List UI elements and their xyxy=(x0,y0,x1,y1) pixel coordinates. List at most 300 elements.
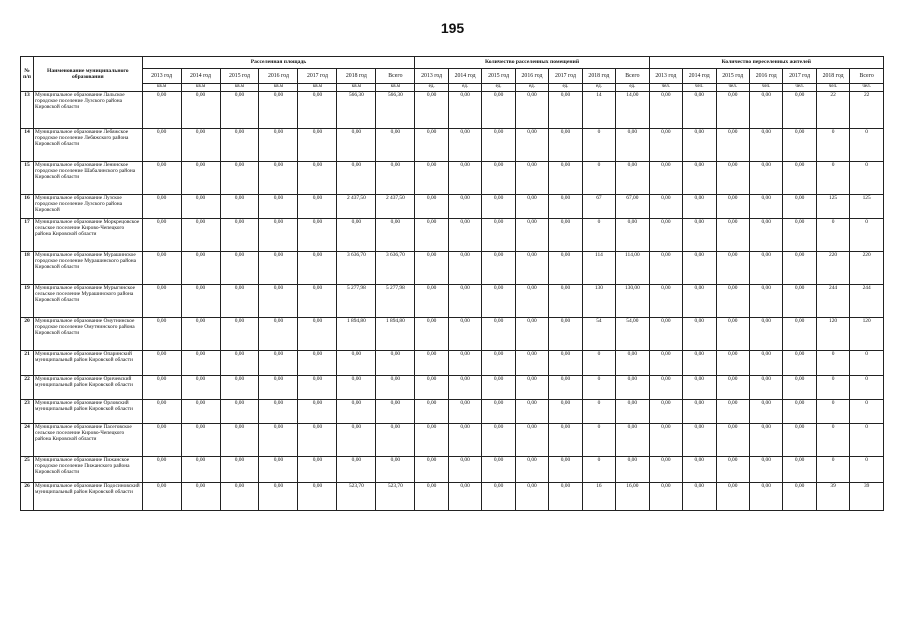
rooms-cell: 0,00 xyxy=(448,457,481,483)
people-total-cell: 125 xyxy=(850,195,884,219)
header-unit-people: чел. xyxy=(683,84,716,92)
table-row xyxy=(21,219,884,252)
rooms-cell: 0,00 xyxy=(549,219,582,252)
rooms-cell: 0,00 xyxy=(482,424,515,457)
people-cell: 0,00 xyxy=(683,376,716,400)
people-cell: 0 xyxy=(816,162,849,195)
rooms-cell: 0,00 xyxy=(549,351,582,376)
area-total-cell: 0,00 xyxy=(376,400,415,424)
municipality-name: Муниципальное образование Опаринский муниципальный район Кировской области xyxy=(34,351,143,376)
people-cell: 0,00 xyxy=(749,219,782,252)
area-cell: 5 277,98 xyxy=(337,285,376,318)
area-cell: 0,00 xyxy=(220,457,259,483)
header-total-area: Всего xyxy=(376,69,415,84)
area-cell: 0,00 xyxy=(181,129,220,162)
rooms-cell: 0,00 xyxy=(515,219,548,252)
header-year-rooms: 2015 год xyxy=(482,69,515,84)
people-cell: 0,00 xyxy=(749,162,782,195)
area-cell: 0,00 xyxy=(181,285,220,318)
area-cell: 0,00 xyxy=(220,285,259,318)
people-total-cell: 0 xyxy=(850,424,884,457)
people-cell: 0,00 xyxy=(716,129,749,162)
area-cell: 0,00 xyxy=(220,219,259,252)
area-cell: 0,00 xyxy=(259,351,298,376)
area-total-cell: 5 277,98 xyxy=(376,285,415,318)
header-unit-people: чел. xyxy=(850,84,884,92)
rooms-cell: 0,00 xyxy=(549,285,582,318)
municipality-name: Муниципальное образование Мурашинское городское поселение Мурашинского района Кировской области xyxy=(34,252,143,285)
rooms-total-cell: 0,00 xyxy=(616,129,649,162)
header-number-sub: п/п xyxy=(23,74,32,80)
rooms-cell: 0,00 xyxy=(482,318,515,351)
rooms-cell: 0,00 xyxy=(549,252,582,285)
row-number: 23 xyxy=(21,400,34,424)
row-number: 14 xyxy=(21,129,34,162)
area-cell: 566,30 xyxy=(337,92,376,129)
area-cell: 0,00 xyxy=(298,129,337,162)
header-unit-rooms: ед. xyxy=(616,84,649,92)
people-cell: 0,00 xyxy=(749,376,782,400)
area-cell: 0,00 xyxy=(298,376,337,400)
area-cell: 0,00 xyxy=(259,129,298,162)
area-total-cell: 566,30 xyxy=(376,92,415,129)
people-total-cell: 220 xyxy=(850,252,884,285)
area-cell: 0,00 xyxy=(181,252,220,285)
header-total-people: Всего xyxy=(850,69,884,84)
area-cell: 0,00 xyxy=(181,162,220,195)
rooms-total-cell: 0,00 xyxy=(616,457,649,483)
area-cell: 0,00 xyxy=(259,318,298,351)
people-total-cell: 120 xyxy=(850,318,884,351)
municipality-name: Муниципальное образование Пижанское городское поселение Пижанского района Кировской области xyxy=(34,457,143,483)
people-cell: 125 xyxy=(816,195,849,219)
header-year-area: 2015 год xyxy=(220,69,259,84)
area-cell: 3 636,70 xyxy=(337,252,376,285)
people-cell: 0,00 xyxy=(649,400,682,424)
area-cell: 0,00 xyxy=(181,219,220,252)
table-row xyxy=(21,252,884,285)
people-total-cell: 39 xyxy=(850,483,884,511)
rooms-cell: 0,00 xyxy=(482,376,515,400)
people-cell: 0,00 xyxy=(683,351,716,376)
people-cell: 0,00 xyxy=(716,219,749,252)
header-unit-area: кв.м xyxy=(220,84,259,92)
people-total-cell: 0 xyxy=(850,351,884,376)
page-number: 195 xyxy=(440,20,465,36)
people-cell: 0,00 xyxy=(683,162,716,195)
rooms-cell: 0,00 xyxy=(415,195,448,219)
people-total-cell: 22 xyxy=(850,92,884,129)
header-year-area: 2016 год xyxy=(259,69,298,84)
header-unit-area: кв.м xyxy=(259,84,298,92)
area-cell: 0,00 xyxy=(259,219,298,252)
rooms-cell: 0,00 xyxy=(448,351,481,376)
rooms-cell: 0,00 xyxy=(482,285,515,318)
rooms-cell: 0 xyxy=(582,351,615,376)
area-cell: 0,00 xyxy=(181,195,220,219)
people-cell: 0,00 xyxy=(716,252,749,285)
people-cell: 0,00 xyxy=(716,457,749,483)
people-cell: 0,00 xyxy=(783,92,816,129)
people-cell: 0,00 xyxy=(783,400,816,424)
rooms-cell: 0,00 xyxy=(549,92,582,129)
header-year-rooms: 2018 год xyxy=(582,69,615,84)
row-number: 26 xyxy=(21,483,34,511)
area-cell: 0,00 xyxy=(337,129,376,162)
rooms-cell: 0,00 xyxy=(448,424,481,457)
table-row xyxy=(21,376,884,400)
people-cell: 0,00 xyxy=(649,483,682,511)
people-cell: 0,00 xyxy=(683,219,716,252)
header-unit-rooms: ед. xyxy=(482,84,515,92)
rooms-cell: 0 xyxy=(582,376,615,400)
header-name: Наименование муниципального образования xyxy=(34,57,143,92)
area-cell: 0,00 xyxy=(220,400,259,424)
rooms-cell: 0,00 xyxy=(415,219,448,252)
area-cell: 0,00 xyxy=(220,424,259,457)
area-cell: 0,00 xyxy=(220,318,259,351)
people-cell: 0,00 xyxy=(649,376,682,400)
rooms-cell: 0,00 xyxy=(415,318,448,351)
people-cell: 0,00 xyxy=(783,376,816,400)
header-year-rooms: 2014 год xyxy=(448,69,481,84)
people-cell: 0,00 xyxy=(649,285,682,318)
rooms-cell: 0,00 xyxy=(415,483,448,511)
area-total-cell: 0,00 xyxy=(376,424,415,457)
people-cell: 0 xyxy=(816,424,849,457)
header-unit-people: чел. xyxy=(749,84,782,92)
people-cell: 0,00 xyxy=(783,285,816,318)
area-cell: 0,00 xyxy=(298,285,337,318)
header-year-people: 2015 год xyxy=(716,69,749,84)
header-year-people: 2013 год xyxy=(649,69,682,84)
area-cell: 0,00 xyxy=(220,129,259,162)
header-total-rooms: Всего xyxy=(616,69,649,84)
rooms-cell: 0,00 xyxy=(482,219,515,252)
rooms-cell: 0,00 xyxy=(415,162,448,195)
rooms-cell: 0,00 xyxy=(515,285,548,318)
municipality-name: Муниципальное образование Лебяжское городское поселение Лебяжского района Кировской области xyxy=(34,129,143,162)
rooms-cell: 0,00 xyxy=(482,483,515,511)
area-cell: 0,00 xyxy=(142,92,181,129)
row-number: 13 xyxy=(21,92,34,129)
people-cell: 0,00 xyxy=(783,457,816,483)
table-row xyxy=(21,318,884,351)
rooms-cell: 0,00 xyxy=(515,483,548,511)
table-row xyxy=(21,285,884,318)
area-cell: 0,00 xyxy=(298,351,337,376)
people-cell: 0 xyxy=(816,219,849,252)
header-year-rooms: 2017 год xyxy=(549,69,582,84)
people-cell: 0,00 xyxy=(716,92,749,129)
rooms-cell: 16 xyxy=(582,483,615,511)
header-unit-people: чел. xyxy=(716,84,749,92)
header-unit-row xyxy=(21,84,884,92)
rooms-cell: 0,00 xyxy=(448,129,481,162)
municipality-name: Муниципальное образование Лальское городское поселение Лузского района Кировской области xyxy=(34,92,143,129)
people-cell: 0,00 xyxy=(783,318,816,351)
area-cell: 0,00 xyxy=(298,318,337,351)
people-cell: 0,00 xyxy=(683,92,716,129)
people-cell: 0,00 xyxy=(683,457,716,483)
rooms-cell: 0,00 xyxy=(415,351,448,376)
rooms-total-cell: 0,00 xyxy=(616,376,649,400)
header-number xyxy=(21,57,34,92)
area-cell: 0,00 xyxy=(337,424,376,457)
people-cell: 0,00 xyxy=(716,376,749,400)
people-cell: 0,00 xyxy=(749,285,782,318)
people-cell: 0,00 xyxy=(716,195,749,219)
rooms-total-cell: 16,00 xyxy=(616,483,649,511)
row-number: 18 xyxy=(21,252,34,285)
people-cell: 22 xyxy=(816,92,849,129)
table-row xyxy=(21,129,884,162)
area-cell: 0,00 xyxy=(337,457,376,483)
rooms-total-cell: 0,00 xyxy=(616,424,649,457)
table-row xyxy=(21,400,884,424)
row-number: 25 xyxy=(21,457,34,483)
people-total-cell: 0 xyxy=(850,457,884,483)
rooms-cell: 0,00 xyxy=(515,457,548,483)
people-cell: 120 xyxy=(816,318,849,351)
people-cell: 0,00 xyxy=(649,219,682,252)
rooms-cell: 0,00 xyxy=(415,424,448,457)
area-total-cell: 0,00 xyxy=(376,457,415,483)
area-cell: 0,00 xyxy=(220,195,259,219)
header-year-area: 2018 год xyxy=(337,69,376,84)
rooms-total-cell: 114,00 xyxy=(616,252,649,285)
people-cell: 0,00 xyxy=(749,351,782,376)
people-cell: 0,00 xyxy=(749,92,782,129)
rooms-cell: 130 xyxy=(582,285,615,318)
header-year-area: 2014 год xyxy=(181,69,220,84)
people-cell: 0,00 xyxy=(783,424,816,457)
table-row xyxy=(21,483,884,511)
people-cell: 0,00 xyxy=(783,129,816,162)
rooms-cell: 0 xyxy=(582,424,615,457)
people-cell: 0,00 xyxy=(749,318,782,351)
area-cell: 0,00 xyxy=(181,457,220,483)
rooms-cell: 0,00 xyxy=(515,92,548,129)
rooms-cell: 0,00 xyxy=(448,483,481,511)
rooms-cell: 0,00 xyxy=(415,129,448,162)
people-cell: 0,00 xyxy=(749,252,782,285)
municipality-name: Муниципальное образование Лузское городское поселение Лузского района Кировской xyxy=(34,195,143,219)
rooms-cell: 0,00 xyxy=(482,400,515,424)
area-cell: 0,00 xyxy=(298,400,337,424)
rooms-cell: 0,00 xyxy=(482,457,515,483)
rooms-cell: 0,00 xyxy=(482,351,515,376)
rooms-cell: 114 xyxy=(582,252,615,285)
table-header xyxy=(21,57,884,92)
area-cell: 0,00 xyxy=(298,195,337,219)
header-unit-rooms: ед. xyxy=(415,84,448,92)
area-cell: 0,00 xyxy=(142,457,181,483)
area-cell: 0,00 xyxy=(181,483,220,511)
table-row xyxy=(21,351,884,376)
rooms-cell: 0,00 xyxy=(515,162,548,195)
people-cell: 0,00 xyxy=(649,318,682,351)
rooms-cell: 67 xyxy=(582,195,615,219)
header-unit-people: чел. xyxy=(783,84,816,92)
people-cell: 39 xyxy=(816,483,849,511)
header-year-area: 2013 год xyxy=(142,69,181,84)
header-rooms-group: Количество расселенных помещений xyxy=(415,57,649,69)
people-cell: 0,00 xyxy=(749,424,782,457)
rooms-total-cell: 0,00 xyxy=(616,351,649,376)
area-cell: 0,00 xyxy=(259,424,298,457)
header-people-group: Количество переселенных жителей xyxy=(649,57,883,69)
people-cell: 0 xyxy=(816,400,849,424)
area-cell: 0,00 xyxy=(142,400,181,424)
table-row xyxy=(21,195,884,219)
rooms-cell: 0,00 xyxy=(515,351,548,376)
area-cell: 0,00 xyxy=(259,285,298,318)
area-total-cell: 2 437,50 xyxy=(376,195,415,219)
area-cell: 0,00 xyxy=(298,92,337,129)
municipality-name: Муниципальное образование Мурыгинское сельское поселение Мурашинского района Кировской области xyxy=(34,285,143,318)
people-cell: 0 xyxy=(816,457,849,483)
rooms-cell: 0,00 xyxy=(549,129,582,162)
rooms-cell: 0,00 xyxy=(549,457,582,483)
rooms-cell: 0 xyxy=(582,219,615,252)
header-unit-people: чел. xyxy=(649,84,682,92)
header-unit-rooms: ед. xyxy=(549,84,582,92)
area-cell: 0,00 xyxy=(142,318,181,351)
people-total-cell: 0 xyxy=(850,129,884,162)
header-unit-area: кв.м xyxy=(298,84,337,92)
area-cell: 0,00 xyxy=(337,219,376,252)
header-unit-area: кв.м xyxy=(376,84,415,92)
area-cell: 2 437,50 xyxy=(337,195,376,219)
rooms-cell: 0,00 xyxy=(515,129,548,162)
area-cell: 0,00 xyxy=(220,252,259,285)
rooms-cell: 0 xyxy=(582,162,615,195)
municipality-name: Муниципальное образование Моркрецовское сельское поселение Кирово-Чепецкого района Кировской области xyxy=(34,219,143,252)
area-cell: 0,00 xyxy=(259,457,298,483)
municipality-name: Муниципальное образование Оричевский муниципальный район Кировской области xyxy=(34,376,143,400)
area-cell: 0,00 xyxy=(298,483,337,511)
rooms-cell: 0,00 xyxy=(549,400,582,424)
rooms-cell: 54 xyxy=(582,318,615,351)
row-number: 22 xyxy=(21,376,34,400)
people-total-cell: 0 xyxy=(850,219,884,252)
rooms-total-cell: 67,00 xyxy=(616,195,649,219)
people-cell: 0,00 xyxy=(783,351,816,376)
rooms-total-cell: 0,00 xyxy=(616,400,649,424)
rooms-cell: 0,00 xyxy=(448,400,481,424)
header-year-area: 2017 год xyxy=(298,69,337,84)
area-cell: 0,00 xyxy=(259,376,298,400)
header-unit-area: кв.м xyxy=(142,84,181,92)
people-cell: 0 xyxy=(816,376,849,400)
people-cell: 0,00 xyxy=(683,252,716,285)
area-total-cell: 0,00 xyxy=(376,129,415,162)
rooms-cell: 0,00 xyxy=(415,285,448,318)
area-total-cell: 3 636,70 xyxy=(376,252,415,285)
people-cell: 0 xyxy=(816,351,849,376)
rooms-cell: 0,00 xyxy=(549,195,582,219)
area-total-cell: 0,00 xyxy=(376,351,415,376)
area-cell: 0,00 xyxy=(181,424,220,457)
people-cell: 0,00 xyxy=(783,219,816,252)
header-area-group: Расселенная площадь xyxy=(142,57,415,69)
area-cell: 0,00 xyxy=(181,92,220,129)
people-cell: 0,00 xyxy=(749,457,782,483)
people-cell: 0,00 xyxy=(783,162,816,195)
rooms-cell: 0,00 xyxy=(549,318,582,351)
rooms-total-cell: 0,00 xyxy=(616,219,649,252)
rooms-cell: 0,00 xyxy=(515,252,548,285)
people-cell: 0,00 xyxy=(716,483,749,511)
rooms-cell: 0,00 xyxy=(549,162,582,195)
row-number: 16 xyxy=(21,195,34,219)
rooms-cell: 0,00 xyxy=(482,129,515,162)
area-cell: 0,00 xyxy=(142,162,181,195)
area-cell: 0,00 xyxy=(220,162,259,195)
people-cell: 0,00 xyxy=(683,424,716,457)
people-cell: 0,00 xyxy=(683,195,716,219)
people-cell: 0,00 xyxy=(649,252,682,285)
area-total-cell: 523,70 xyxy=(376,483,415,511)
header-year-people: 2017 год xyxy=(783,69,816,84)
rooms-cell: 0,00 xyxy=(482,252,515,285)
row-number: 17 xyxy=(21,219,34,252)
rooms-cell: 0,00 xyxy=(448,219,481,252)
rooms-total-cell: 130,00 xyxy=(616,285,649,318)
area-total-cell: 1 894,80 xyxy=(376,318,415,351)
municipality-name: Муниципальное образование Пасеговское сельское поселение Кирово-Чепецкого района Кировской области xyxy=(34,424,143,457)
rooms-cell: 0,00 xyxy=(549,424,582,457)
people-cell: 0,00 xyxy=(649,92,682,129)
people-cell: 220 xyxy=(816,252,849,285)
area-cell: 0,00 xyxy=(259,92,298,129)
area-cell: 0,00 xyxy=(298,252,337,285)
header-unit-rooms: ед. xyxy=(582,84,615,92)
area-total-cell: 0,00 xyxy=(376,219,415,252)
people-cell: 0,00 xyxy=(716,351,749,376)
area-cell: 0,00 xyxy=(298,424,337,457)
area-cell: 0,00 xyxy=(142,285,181,318)
people-cell: 0,00 xyxy=(749,483,782,511)
people-cell: 0,00 xyxy=(649,129,682,162)
rooms-cell: 0,00 xyxy=(515,400,548,424)
area-cell: 0,00 xyxy=(298,457,337,483)
area-cell: 0,00 xyxy=(142,195,181,219)
header-year-rooms: 2016 год xyxy=(515,69,548,84)
municipality-name: Муниципальное образование Орловский муниципальный район Кировской области xyxy=(34,400,143,424)
rooms-cell: 14 xyxy=(582,92,615,129)
rooms-cell: 0,00 xyxy=(549,376,582,400)
rooms-cell: 0,00 xyxy=(549,483,582,511)
municipality-name: Муниципальное образование Подосиновский муниципальный район Кировской области xyxy=(34,483,143,511)
row-number: 20 xyxy=(21,318,34,351)
table-row xyxy=(21,457,884,483)
area-cell: 0,00 xyxy=(337,162,376,195)
people-total-cell: 0 xyxy=(850,376,884,400)
people-cell: 0,00 xyxy=(649,424,682,457)
people-cell: 0,00 xyxy=(749,129,782,162)
area-cell: 0,00 xyxy=(337,376,376,400)
area-cell: 0,00 xyxy=(142,376,181,400)
area-cell: 0,00 xyxy=(259,252,298,285)
header-year-people: 2018 год xyxy=(816,69,849,84)
rooms-cell: 0 xyxy=(582,457,615,483)
header-unit-rooms: ед. xyxy=(448,84,481,92)
header-year-people: 2014 год xyxy=(683,69,716,84)
area-cell: 523,70 xyxy=(337,483,376,511)
table-row xyxy=(21,92,884,129)
